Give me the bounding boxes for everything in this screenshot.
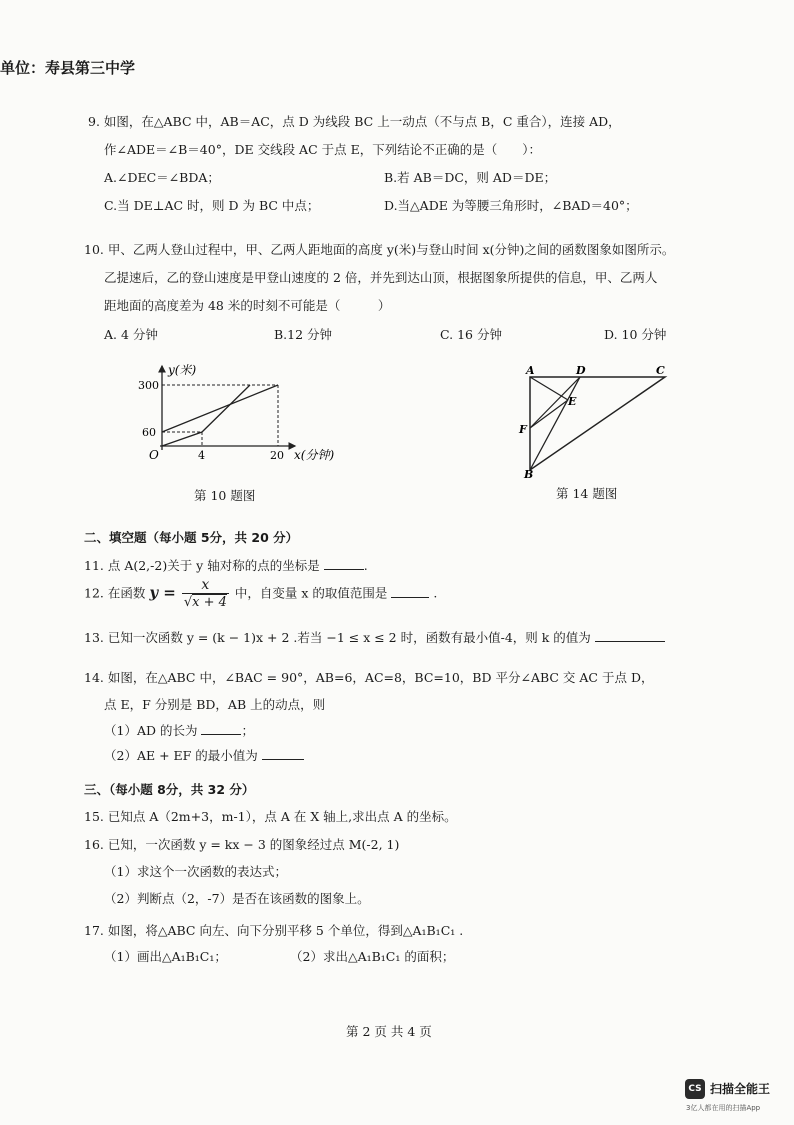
q14-line1: 14. 如图，在△ABC 中，∠BAC = 90°，AB=6，AC=8，BC=10，BD 平分∠ABC 交 AC 于点 D， xyxy=(84,670,654,685)
q14-sub2-row xyxy=(104,746,304,764)
q9-option-d: D.当△ADE 为等腰三角形时，∠BAD＝40°； xyxy=(384,198,638,213)
q12-fraction xyxy=(182,577,229,611)
fig14-segment-ef xyxy=(530,400,568,428)
q9-option-a: A.∠DEC＝∠BDA； xyxy=(104,170,220,185)
fig14-label-e: E xyxy=(568,395,577,408)
q13-text: 13. 已知一次函数 y = (k − 1)x + 2 .若当 −1 ≤ x ≤ 2 时，函数有最小值-4，则 k 的值为 xyxy=(84,630,591,645)
q17-sub1: （1）画出△A₁B₁C₁； xyxy=(104,949,227,964)
q12-denominator-expr: x + 4 xyxy=(192,595,227,610)
q9-option-c: C.当 DE⊥AC 时，则 D 为 BC 中点； xyxy=(104,198,320,213)
q11-text: 11. 点 A(2,-2)关于 y 轴对称的点的坐标是 xyxy=(84,558,320,573)
q12-post: 中，自变量 x 的取值范围是 xyxy=(234,585,388,601)
q10-line2: 乙提速后，乙的登山速度是甲登山速度的 2 倍，并先到达山顶，根据图象所提供的信息，甲、乙两人 xyxy=(104,270,658,285)
fig10-xtick-4: 4 xyxy=(198,449,205,462)
q14-line2: 点 E，F 分别是 BD，AB 上的动点，则 xyxy=(104,697,326,712)
q12-row xyxy=(84,577,437,611)
fig10-ytick-300: 300 xyxy=(138,379,159,392)
q14-sub1: （1）AD 的长为 xyxy=(104,723,198,738)
fig14-label-f: F xyxy=(519,423,527,436)
q11-period: . xyxy=(363,558,368,573)
section-2-title: 二、填空题（每小题 5分，共 20 分） xyxy=(84,530,299,545)
q16-sub2: （2）判断点（2，-7）是否在该函数的图象上。 xyxy=(104,891,370,906)
fig10-xtick-20: 20 xyxy=(270,449,284,462)
q12-pre: 12. 在函数 xyxy=(84,585,146,601)
q12-answer-blank xyxy=(391,585,429,598)
q12-period: . xyxy=(429,585,438,601)
q14-sub1-row xyxy=(104,721,254,739)
q12-func: y = xyxy=(149,583,176,602)
q16-sub1: （1）求这个一次函数的表达式； xyxy=(104,864,287,879)
q10-line3: 距地面的高度差为 48 米的时刻不可能是（ ） xyxy=(104,298,391,313)
fig10-x-label: x(分钟) xyxy=(294,448,335,462)
figure-14-triangle xyxy=(510,362,680,480)
q13-answer-blank xyxy=(595,629,665,642)
fig14-triangle-abc xyxy=(530,377,665,470)
q14-sub2-blank xyxy=(262,747,304,760)
q12-sqrt-icon: √ xyxy=(183,595,193,610)
page-footer: 第 2 页 共 4 页 xyxy=(346,1024,432,1039)
q14-sub1-blank xyxy=(201,722,241,735)
camscanner-logo-icon: CS xyxy=(685,1079,705,1099)
q14-sub1-end: ； xyxy=(241,723,254,738)
q17-sub2: （2）求出△A₁B₁C₁ 的面积； xyxy=(290,949,455,964)
figure-10-caption: 第 10 题图 xyxy=(194,488,256,503)
school-unit: 单位：寿县第三中学 xyxy=(0,59,136,77)
q12-numerator: x xyxy=(201,577,210,593)
camscanner-app-name: 扫描全能王 xyxy=(710,1082,771,1096)
q10-line1: 10. 甲、乙两人登山过程中，甲、乙两人距地面的高度 y(米)与登山时间 x(分钟)之间的函数图象如图所示。 xyxy=(84,242,675,257)
figure-10-graph xyxy=(130,360,370,470)
q9-option-b: B.若 AB＝DC，则 AD＝DE； xyxy=(384,170,557,185)
fig14-segment-bd xyxy=(530,377,580,470)
camscanner-tagline: 3亿人都在用的扫描App xyxy=(686,1104,761,1112)
q17-line1: 17. 如图，将△ABC 向左、向下分别平移 5 个单位，得到△A₁B₁C₁ . xyxy=(84,923,464,938)
q11-answer-blank xyxy=(324,557,364,570)
q16-line1: 16. 已知，一次函数 y = kx − 3 的图象经过点 M(-2, 1) xyxy=(84,837,400,852)
q9-line2: 作∠ADE＝∠B＝40°，DE 交线段 AC 于点 E，下列结论不正确的是（ ）： xyxy=(104,142,541,157)
fig10-ytick-60: 60 xyxy=(142,426,156,439)
fig14-label-d: D xyxy=(576,364,586,377)
fig14-segment-ae xyxy=(530,377,568,400)
fig14-label-c: C xyxy=(656,364,665,377)
fig10-line-jia xyxy=(162,385,278,432)
q10-option-a: A. 4 分钟 xyxy=(104,327,158,342)
figure-14-caption: 第 14 题图 xyxy=(556,486,618,501)
fig10-line-yi xyxy=(162,385,250,446)
fig14-label-b: B xyxy=(524,468,534,480)
section-3-title: 三、（每小题 8分，共 32 分） xyxy=(84,782,255,797)
q15-text: 15. 已知点 A（2m+3，m-1），点 A 在 X 轴上,求出点 A 的坐标。 xyxy=(84,809,457,824)
q11-row xyxy=(84,556,368,574)
q14-sub2: （2）AE + EF 的最小值为 xyxy=(104,748,258,763)
fig10-origin: O xyxy=(149,448,159,462)
q10-option-b: B.12 分钟 xyxy=(274,327,333,342)
q13-row xyxy=(84,628,665,646)
q10-option-d: D. 10 分钟 xyxy=(604,327,667,342)
fig10-y-label: y(米) xyxy=(168,363,197,377)
q12-denominator xyxy=(182,593,229,611)
q10-option-c: C. 16 分钟 xyxy=(440,327,502,342)
q9-line1: 9. 如图，在△ABC 中，AB＝AC，点 D 为线段 BC 上一动点（不与点 B，C 重合），连接 AD， xyxy=(88,114,621,129)
fig14-label-a: A xyxy=(526,364,535,377)
